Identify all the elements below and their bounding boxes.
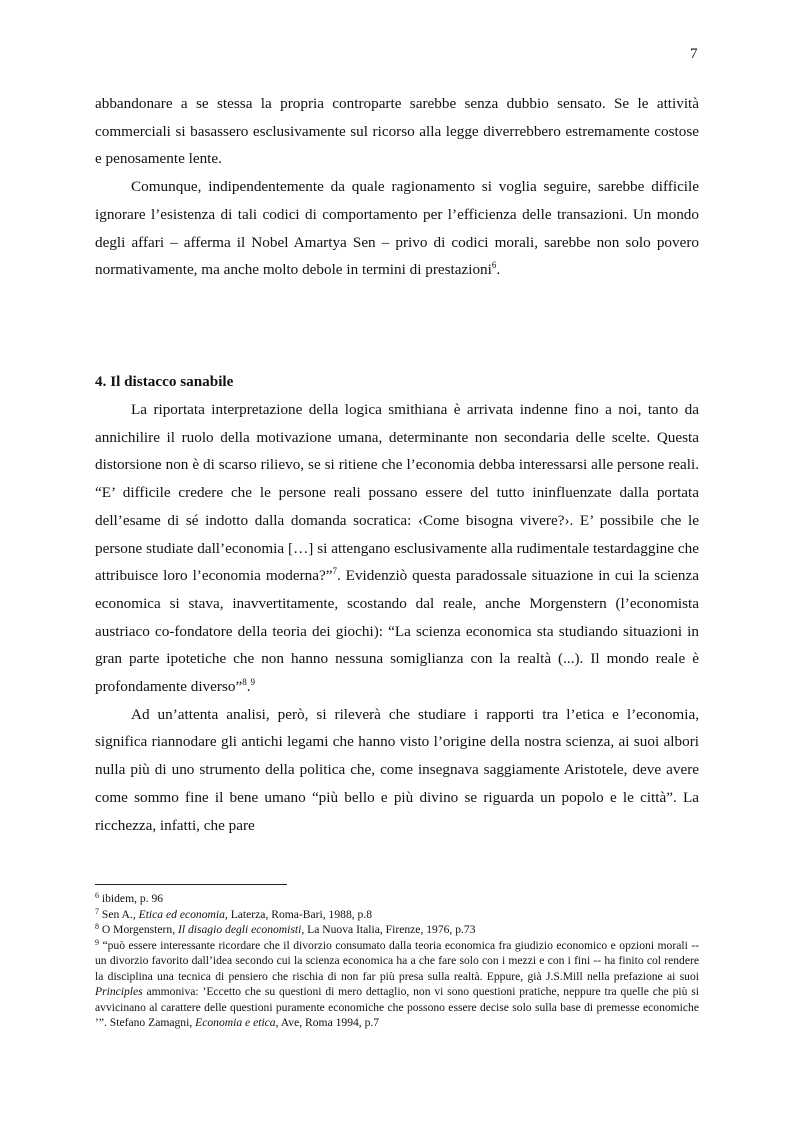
footnote-6 [95,891,699,907]
paragraph-distortion [95,396,699,701]
footnote-book-title: Economia e etica [195,1016,276,1029]
paragraph-codici [95,173,699,284]
footnote-book-title: Il disagio degli economisti [178,923,302,936]
body-text-section [95,396,699,839]
footnote-mark: 6 [95,891,99,900]
paragraph-text: . Evidenziò questa paradossale situazione in cui la scienza economica si stava, inavvertitamente, scostando dal reale, anche Morgenstern (l’economista austriaco co-fondatore della teoria dei giochi): “La scienza economica sta studiando situazioni in gran parte ipotetiche che non hanno nessuna somiglianza con la realtà (...). Il mondo reale è profondamente diverso” [95,567,699,696]
footnote-ref-9: 9 [250,677,255,688]
footnote-9 [95,938,699,1031]
footnote-text: , Ave, Roma 1994, p.7 [275,1016,380,1029]
footnotes [95,891,699,1031]
paragraph-aristotele: Ad un’attenta analisi, però, si rileverà che studiare i rapporti tra l’etica e l’economia, significa riannodare gli antichi legami che hanno visto l’origine della nostra scienza, ai suoi albori nulla più di uno strumento della politica che, come insegnava saggiamente Aristotele, deve avere come sommo fine il bene umano “più bello e più divino se riguarda un popolo e le città”. La ricchezza, infatti, che pare [95,705,699,834]
footnote-text: ibidem, p. 96 [99,892,164,905]
footnote-book-title: Principles [95,985,143,998]
paragraph-text: La riportata interpretazione della logica smithiana è arrivata indenne fino a noi, tanto da annichilire il ruolo della motivazione umana, determinante non secondaria delle scelte. Questa distorsione non è di scarso rilievo, se si ritiene che l’economia debba interessarsi alle persone reali. “E’ difficile credere che le persone reali possano essere del tutto ininfluenzate dalla portata dell’esame di sé indotto dalla domanda socratica: ‹Come bisogna vivere?›. E’ possibile che le persone studiate dall’economia […] si attengano esclusivamente alla rudimentale testardaggine che attribuisce loro l’economia moderna?” [95,401,699,585]
footnote-ref-7: 7 [332,566,337,577]
footnote-text: O Morgenstern, [99,923,178,936]
footnote-text: “può essere interessante ricordare che il divorzio consumato dalla teoria economica fra giudizio economico e opzioni morali -- un divorzio favorito dall’idea secondo cui la scienza economica ha a che fare solo con i mezzi e con i fini -- ha finito col rendere la disciplina una tecnica di pensiero che rischia di non far più presa sulla realtà. Eppure, già J.S.Mill nella prefazione ai suoi [95,938,699,983]
page-number: 7 [690,46,698,62]
footnote-mark: 8 [95,922,99,931]
footnote-ref-8: 8 [242,677,247,688]
footnote-mark: 9 [95,937,99,947]
footnote-text: , Laterza, Roma-Bari, 1988, p.8 [224,907,373,921]
section-heading: 4. Il distacco sanabile [95,373,234,390]
footnote-mark: 7 [95,906,99,916]
paragraph-text: Comunque, indipendentemente da quale ragionamento si voglia seguire, sarebbe difficile ignorare l’esistenza di tali codici di comportamento per l’efficienza delle transazioni. Un mondo degli affari – afferma il Nobel Amartya Sen – privo di codici morali, sarebbe non solo povero normativamente, ma anche molto debole in termini di prestazioni [95,178,699,279]
footnote-7 [95,907,699,923]
footnote-ref-6: 6 [491,260,497,271]
footnote-separator [95,884,287,885]
paragraph-punct: . [246,678,251,696]
footnote-8 [95,922,699,938]
footnote-book-title: Etica ed economia [138,907,225,921]
footnote-text: , La Nuova Italia, Firenze, 1976, p.73 [301,923,476,936]
paragraph-continuation: abbandonare a se stessa la propria controparte sarebbe senza dubbio sensato. Se le attività commerciali si basassero esclusivamente sul ricorso alla legge diverrebbero estremamente costose e penosamente lente. [95,95,699,168]
footnote-text: ammoniva: ’Eccetto che su questioni di mero dettaglio, non vi sono questioni pratiche, neppure tra quelle che più si avvicinano al carattere delle questioni puramente economiche che possono essere decise solo sulla base di premesse economiche ’”. Stefano Zamagni, [95,985,699,1029]
paragraph-end: . [496,261,501,279]
footnote-text: Sen A., [99,907,139,921]
body-text-top [95,90,699,284]
